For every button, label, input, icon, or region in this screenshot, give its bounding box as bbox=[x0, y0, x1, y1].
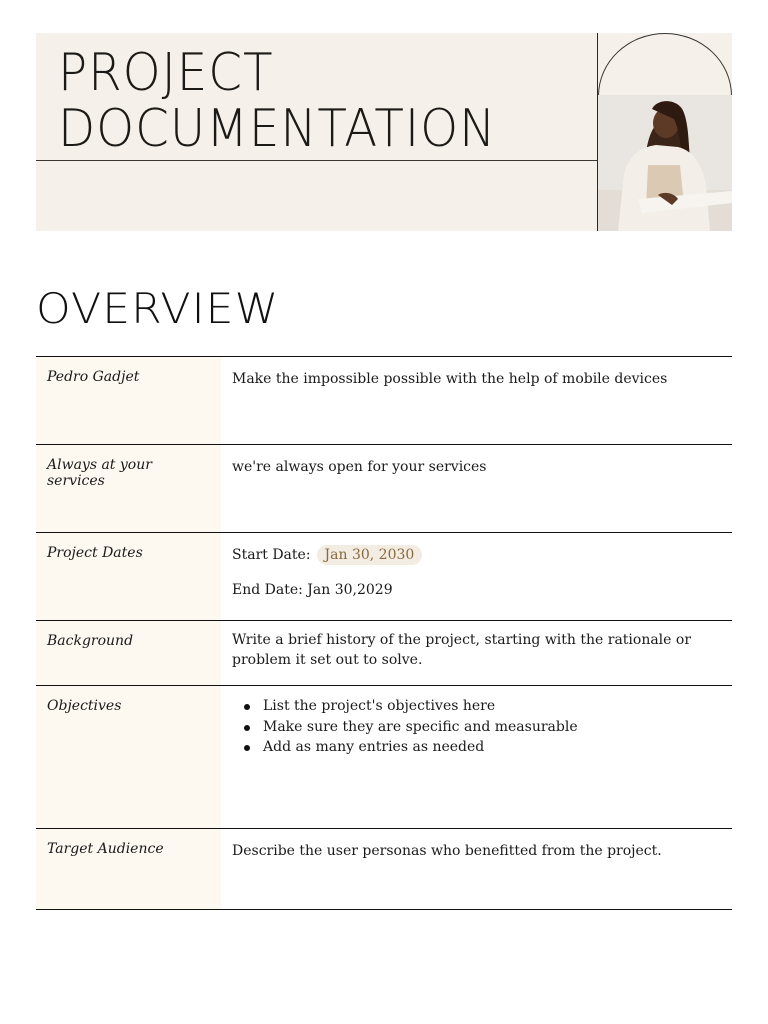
table-row bbox=[36, 356, 732, 444]
table-row bbox=[36, 620, 732, 685]
section-title-overview: OVERVIEW bbox=[36, 284, 280, 333]
title-line-2: DOCUMENTATION bbox=[58, 99, 497, 159]
header-photo bbox=[598, 95, 732, 231]
table-row-project-dates bbox=[36, 532, 732, 620]
row-value: Describe the user personas who benefitted from the project. bbox=[232, 843, 662, 859]
header-banner bbox=[36, 33, 732, 231]
start-date-line bbox=[232, 545, 721, 565]
document-title bbox=[58, 45, 496, 157]
objectives-list bbox=[244, 696, 721, 758]
table-row-objectives bbox=[36, 685, 732, 828]
woman-writing-photo bbox=[598, 95, 732, 231]
table-row bbox=[36, 444, 732, 532]
row-value: Make the impossible possible with the help of mobile devices bbox=[232, 371, 668, 387]
title-line-1: PROJECT bbox=[58, 43, 274, 103]
list-item: Make sure they are specific and measurable bbox=[244, 717, 721, 738]
row-label: Background bbox=[36, 620, 221, 685]
overview-table bbox=[36, 356, 732, 910]
row-label: Objectives bbox=[36, 685, 221, 828]
list-item: Add as many entries as needed bbox=[244, 737, 721, 758]
start-date-badge: Jan 30, 2030 bbox=[317, 545, 423, 565]
row-label: Project Dates bbox=[36, 532, 221, 620]
row-value: Write a brief history of the project, starting with the rationale or problem it set out to solve. bbox=[232, 632, 692, 668]
project-dates-value bbox=[221, 533, 732, 620]
row-label: Target Audience bbox=[36, 828, 221, 909]
start-date-label: Start Date: bbox=[232, 547, 311, 563]
row-label: Always at your services bbox=[36, 444, 221, 532]
table-row bbox=[36, 828, 732, 910]
row-value: we're always open for your services bbox=[232, 459, 487, 475]
end-date-line: End Date: Jan 30,2029 bbox=[232, 582, 393, 598]
list-item: List the project's objectives here bbox=[244, 696, 721, 717]
row-label: Pedro Gadjet bbox=[36, 356, 221, 444]
objectives-list-cell bbox=[221, 686, 732, 828]
